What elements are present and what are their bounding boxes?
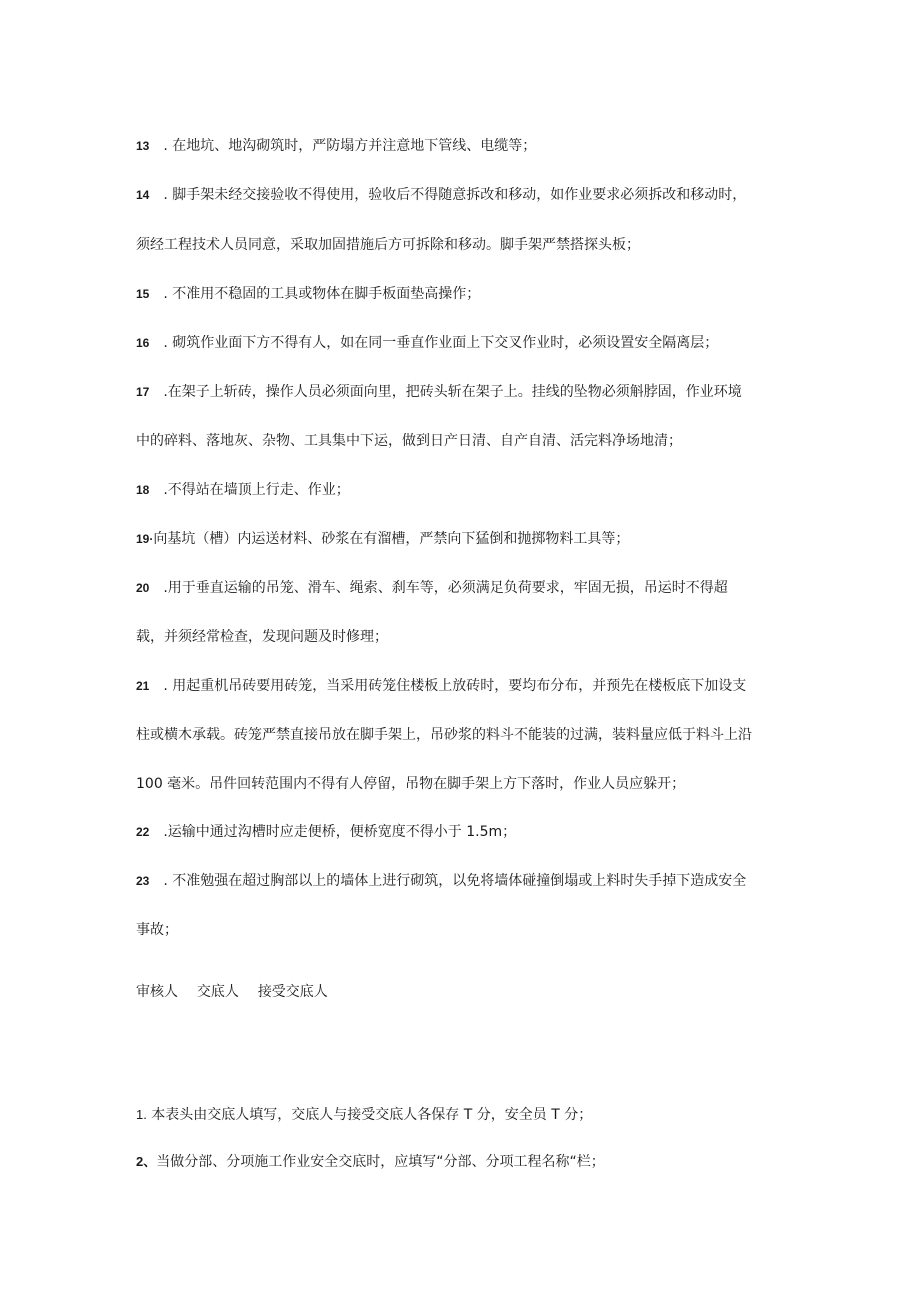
note-1 [136,1105,592,1125]
item-number: 22 [136,825,150,839]
item-text: .不得站在墙顶上行走、作业； [163,482,350,498]
item-20-continuation [136,627,388,647]
item-number: 15 [136,287,150,301]
receiver-label: 接受交底人 [257,984,328,1000]
item-text: . 在地坑、地沟砌筑时，严防塌方并注意地下管线、电缆等； [163,138,537,154]
item-18 [136,480,350,500]
item-23 [136,871,746,891]
item-13 [136,136,536,156]
item-16 [136,333,718,353]
note-text: 本表头由交底人填写，交底人与接受交底人各保存 T 分，安全员 T 分； [146,1107,593,1123]
item-text: 100 毫米。吊件回转范围内不得有人停留，吊物在脚手架上方下落时，作业人员应躲开； [136,776,686,792]
item-text: .运输中通过沟槽时应走便桥，便桥宽度不得小于 1.5m； [163,824,517,840]
item-text: . 不准用不稳固的工具或物体在脚手板面垫高操作； [163,286,481,302]
item-text: .用于垂直运输的吊笼、滑车、绳索、刹车等，必须满足负荷要求，牢固无损，吊运时不得超 [163,580,728,596]
item-17 [136,382,742,402]
signature-row [136,982,328,1002]
item-number: 19· [136,532,154,546]
reviewer-label: 审核人 [136,984,178,1000]
item-text: . 砌筑作业面下方不得有人，如在同一垂直作业面上下交叉作业时，必须设置安全隔离层； [163,335,719,351]
item-number: 21 [136,679,150,693]
item-number: 18 [136,483,150,497]
item-text: 载，并须经常检查，发现问题及时修理； [136,629,388,645]
item-21 [136,676,746,696]
item-text: . 脚手架未经交接验收不得使用，验收后不得随意拆改和移动，如作业要求必须拆改和移动时， [163,187,747,203]
item-15 [136,284,480,304]
item-20 [136,578,728,598]
item-number: 16 [136,336,150,350]
item-14-continuation [136,235,640,255]
item-text: .在架子上斩砖，操作人员必须面向里，把砖头斩在架子上。挂线的坠物必须斛脖固，作业环境 [163,384,742,400]
item-text: 事故； [136,922,178,938]
item-text: 须经工程技术人员同意，采取加固措施后方可拆除和移动。脚手架严禁搭探头板； [136,237,640,253]
item-text: 中的碎料、落地灰、杂物、工具集中下运，做到日产日清、自产自清、活完料净场地清； [136,433,682,449]
item-23-continuation [136,920,178,940]
note-text: 当做分部、分项施工作业安全交底时，应填写“分部、分项工程名称“栏； [156,1154,605,1170]
note-2 [136,1152,605,1172]
item-number: 20 [136,581,150,595]
item-number: 13 [136,139,150,153]
item-19 [136,529,629,549]
item-21-continuation [136,725,752,745]
item-number: 23 [136,874,150,888]
item-text: . 不准勉强在超过胸部以上的墙体上进行砌筑，以免将墙体碰撞倒塌或上料时失手掉下造成安全 [163,873,747,889]
note-number: 1. [136,1107,147,1122]
item-14 [136,185,746,205]
item-text: 柱或横木承载。砖笼严禁直接吊放在脚手架上，吊砂浆的料斗不能装的过满，装料量应低于料斗上沿 [136,727,752,743]
item-17-continuation [136,431,682,451]
discloser-label: 交底人 [196,984,239,1000]
item-number: 17 [136,385,150,399]
item-22 [136,822,516,842]
item-number: 14 [136,188,150,202]
note-number: 2、 [136,1154,157,1169]
item-text: . 用起重机吊砖要用砖笼，当采用砖笼住楼板上放砖时，要均布分布，并预先在楼板底下加设支 [163,678,747,694]
item-text: 向基坑（槽）内运送材料、砂浆在有溜槽，严禁向下猛倒和抛掷物料工具等； [153,531,630,547]
item-21-continuation [136,774,685,794]
